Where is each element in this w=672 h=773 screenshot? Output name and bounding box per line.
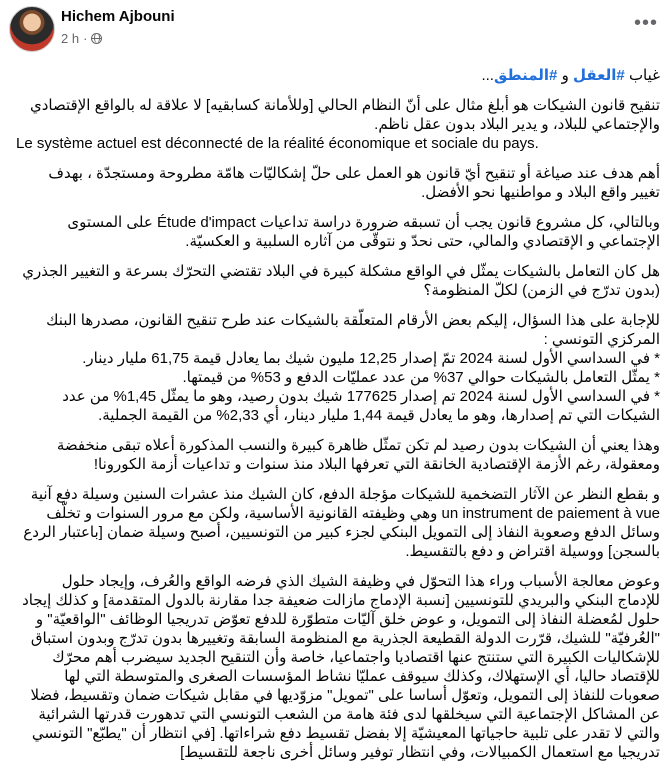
paragraph-french: Le système actuel est déconnecté de la réalité économique et sociale du pays. [16,135,539,152]
paragraph: و بقطع النظر عن الآثار التضخمية للشيكات مؤجلة الدفع، كان الشيك منذ عشرات السنين وسيلة دفع آنية un instrument de paiement à vue وهي وظيفته القانونية الأساسية، ولكن مع مرور السنوات و تخلّف وسائل الدفع وصعوبة النفاذ إلى التمويل البنكي لجزء كبير من التونسيين، أصبح وسيلة ضمان [باعتبار الردع بالسجن] ووسيلة اقتراض و دفع بالتقسيط. [23,486,660,560]
post-header [0,0,672,64]
paragraph: هل كان التعامل بالشيكات يمثّل في الواقع مشكلة كبيرة في البلاد تقتضي التحرّك بسرعة و التغيير الجذري (بدون تدرّج في الزمن) لكلّ المنظومة؟ [22,263,660,299]
intro-suffix: ... [481,67,494,84]
author-name[interactable]: Hichem Ajbouni [61,8,175,25]
post-time[interactable]: 2 h [61,31,80,46]
more-options-button[interactable]: ••• [633,12,658,34]
avatar[interactable] [9,6,55,52]
globe-icon [91,33,102,44]
paragraph: تنقيح قانون الشيكات هو أبلغ مثال على أنّ النظام الحالي [وللأمانة كسابقيه] لا علاقة له بالواقع الإقتصادي والإجتماعي للبلاد، و يدير البلاد بدون عقل ناظم. [30,97,660,133]
post-intro [16,66,660,85]
statistics-item: * في السداسي الأول لسنة 2024 تم إصدار 177625 شيك بدون رصيد، وهو ما يمثّل 1,45% من عدد الشيكات التي تم إصدارها، وهو ما يعادل قيمة 1,44 مليار دينار، أي 2,33% من القيمة الجملية. [62,388,660,424]
meta-separator: · [83,31,88,46]
statistics-intro: للإجابة على هذا السؤال، إليكم بعض الأرقام المتعلّقة بالشيكات عند طرح تنقيح القانون، مصدرها البنك المركزي التونسي : [46,312,660,348]
post-meta [61,31,102,46]
paragraph: وبالتالي، كل مشروع قانون يجب أن تسبقه ضرورة دراسة تداعيات Étude d'impact على المستوى الإجتماعي و الإقتصادي والمالي، حتى نحدّ و نتوقّى من آثاره السلبية و العكسيّة. [67,214,660,250]
hashtag-link[interactable]: #المنطق [493,67,558,84]
statistics-block [16,311,660,425]
intro-and: و [561,67,569,84]
hashtag-link[interactable]: #العقل [572,67,625,84]
paragraph: وعوض معالجة الأسباب وراء هذا التحوّل في وظيفة الشيك الذي فرضه الواقع والعُرف، وإيجاد حلول للإدماج البنكي والبريدي للتونسيين [نسبة الإدماج مازالت ضعيفة جدا مقارنة بالدول المتقدمة] و كذلك إيجاد حلول لمُعضلة النفاذ إلى التمويل، و عوض خلق آليّات متطوّرة للدفع تعوّض تدريجيا الوظائف "الواقعيّة" و "العُرفيّة" للشيك، قرّرت الدولة القطيعة الجذرية مع المنظومة السابقة وتغييرها بدون تدرّج وبدون استباق للإشكاليات الكبيرة التي ستنتج عنها اقتصاديا واجتماعيا، خاصة وأن التنقيح الجديد سيضرب أهم محرّك للإقتصاد حاليا، أي الإستهلاك، وكذلك سيوقف عمليّا نشاط المؤسسات الصغرى والمتوسطة التي لها صعوبات للنفاذ إلى التمويل، وتعوّل أساسا على "تمويل" مزوّديها في مقابل شيكات ضمان وتقسيط، فضلا عن المشاكل الإجتماعية التي سيخلقها لدى فئة هامة من الشعب التونسي التي تدهورت قدرتها الشرائية والتي لا تقدر على تلبية حاجياتها المعيشيّة إلا بفضل تقسيط دفع شراءاتها. [في انتظار أن "يطبّع" التونسي تدريجيا مع استعمال الكمبيالات، وفي انتظار توفير وسائل أخرى ناجعة للتقسيط] [22,573,660,761]
post-body [16,66,660,773]
statistics-item: * يمثّل التعامل بالشيكات حوالي 37% من عدد عمليّات الدفع و 53% من قيمتها. [182,369,660,386]
intro-prefix: غياب [628,67,660,84]
paragraph: أهم هدف عند صياغة أو تنقيح أيّ قانون هو العمل على حلّ إشكاليّات هامّة مطروحة ومستجدّة ، بهدف تغيير واقع البلاد و مواطنيها نحو الأفضل. [48,165,660,201]
statistics-item: * في السداسي الأول لسنة 2024 تمّ إصدار 12,25 مليون شيك بما يعادل قيمة 61,75 مليار دينار. [82,350,660,367]
paragraph: وهذا يعني أن الشيكات بدون رصيد لم تكن تمثّل ظاهرة كبيرة والنسب المذكورة أعلاه تبقى منخفضة ومعقولة، رغم الأزمة الإقتصادية الخانقة التي تعرفها البلاد منذ سنوات و تداعيات أزمة الكورونا! [56,437,660,473]
